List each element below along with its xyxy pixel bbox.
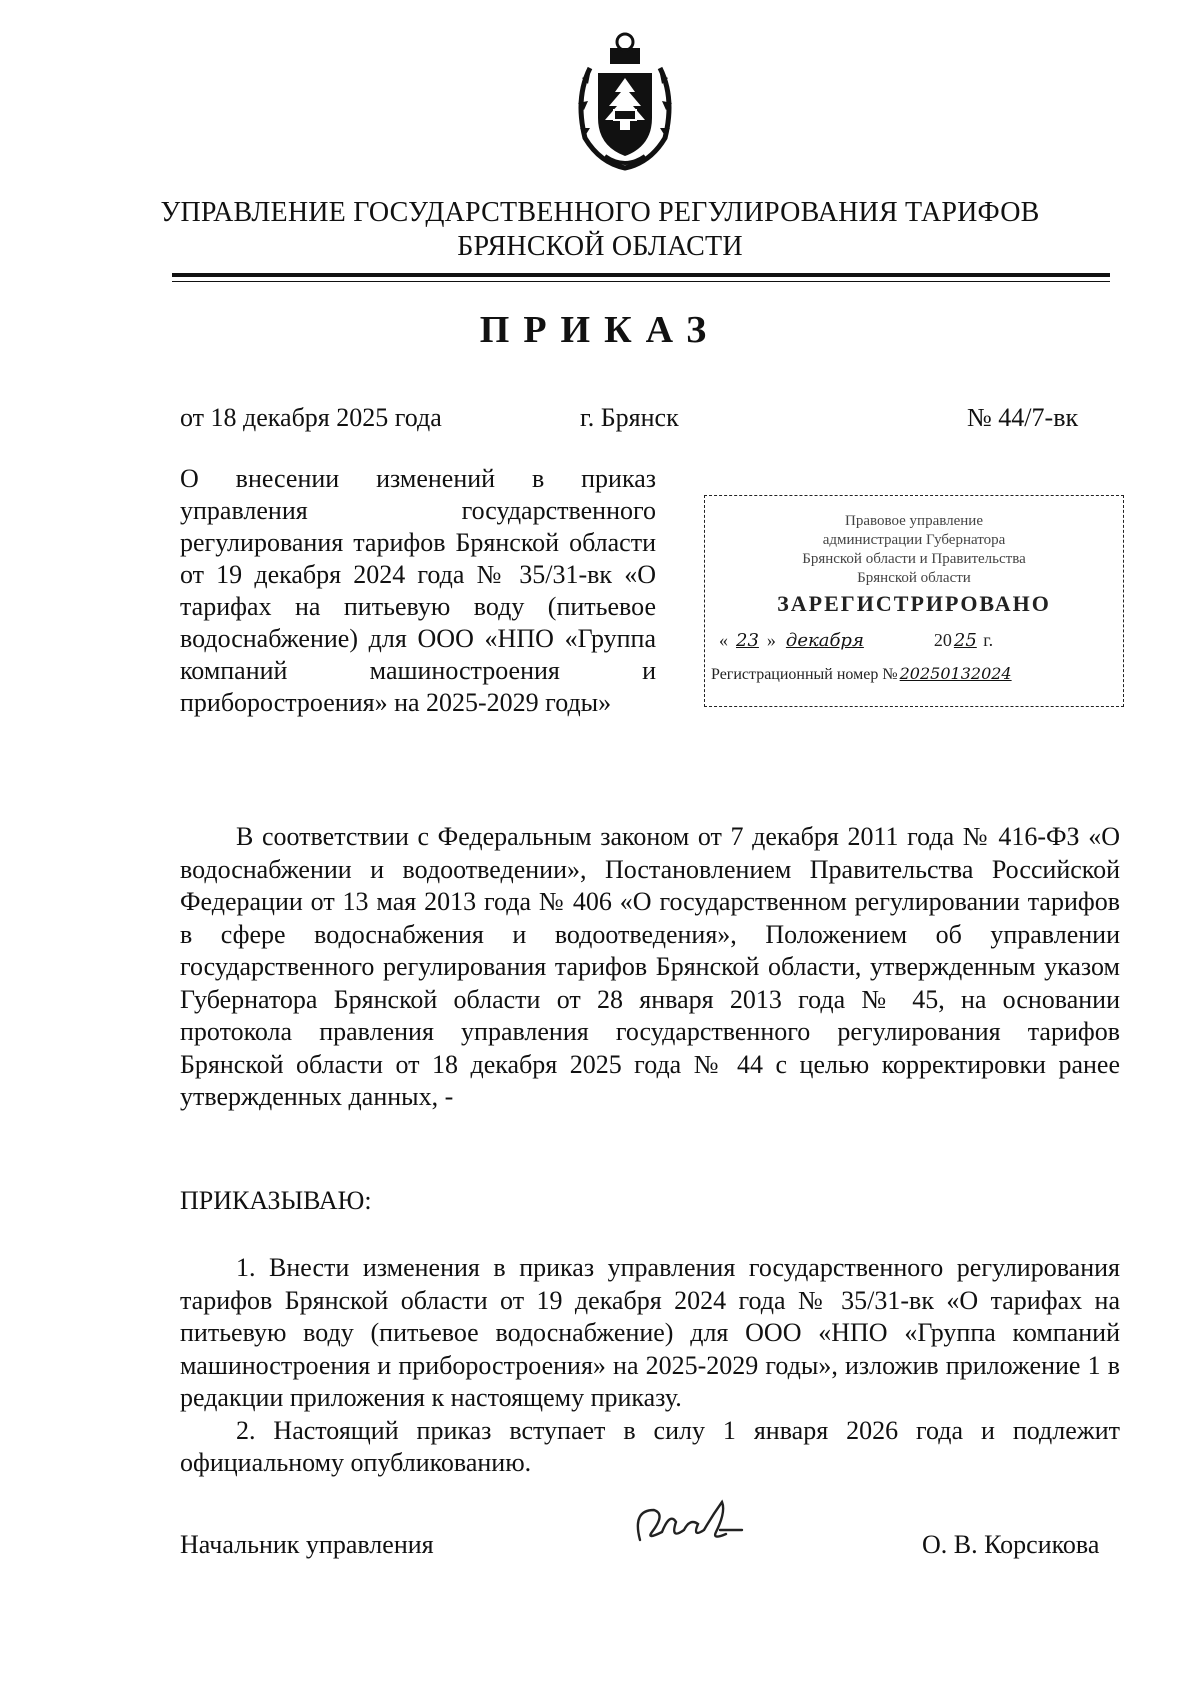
organization-name-line2: БРЯНСКОЙ ОБЛАСТИ: [457, 231, 743, 262]
registration-stamp: [704, 495, 1124, 707]
coat-of-arms-icon: [560, 28, 690, 178]
stamp-line1: Правовое управление: [845, 513, 983, 529]
stamp-regnum-value: 20250132024: [899, 664, 1012, 683]
order-item-1: 1. Внести изменения в приказ управления государственного регулирования тарифов Брянской области от 19 декабря 2024 года № 35/31-вк «О тарифах на питьевую воду (питьевое водоснабжение) для ООО «НПО «Группа компаний машиностроения и приборостроения» на 2025-2029 годы», изложив приложение 1 в редакции приложения к настоящему приказу.: [180, 1253, 1120, 1412]
stamp-date: « 23 » декабря 20 25 г.: [719, 630, 994, 651]
organization-name: [0, 196, 1200, 264]
stamp-regnum-label: Регистрационный номер №: [711, 666, 898, 683]
order-word: ПРИКАЗЫВАЮ:: [180, 1186, 372, 1215]
order-subject-text: О внесении изменений в приказ управления государственного регулирования тарифов Брянской области от 19 декабря 2024 года № 35/31-вк «О тарифах на питьевую воду (питьевое водоснабжение) для ООО «НПО «Группа компаний машиностроения и приборостроения» на 2025-2029 годы»: [180, 464, 656, 717]
stamp-line3: Брянской области и Правительства: [802, 551, 1026, 567]
order-item-2: 2. Настоящий приказ вступает в силу 1 января 2026 года и подлежит официальному опубликованию.: [180, 1415, 1120, 1477]
stamp-date-year-suffix: 25: [953, 630, 977, 651]
order-number: № 44/7-вк: [967, 403, 1079, 432]
stamp-line2: администрации Губернатора: [822, 532, 1006, 548]
order-date: от 18 декабря 2025 года: [180, 403, 442, 432]
organization-name-line1: УПРАВЛЕНИЕ ГОСУДАРСТВЕННОГО РЕГУЛИРОВАНИЯ ТАРИФОВ: [160, 197, 1040, 228]
stamp-regnum: [705, 664, 1123, 684]
stamp-line4: Брянской области: [857, 570, 971, 586]
stamp-date-g: г.: [983, 630, 994, 650]
order-items: [180, 1252, 1120, 1480]
signature-icon: [620, 1490, 760, 1560]
stamp-date-month: декабря: [785, 630, 864, 651]
preamble: [180, 821, 1120, 1114]
preamble-text: В соответствии с Федеральным законом от 7 декабря 2011 года № 416-ФЗ «О водоснабжении и водоотведении», Постановлением Правительства Российской Федерации от 13 мая 2013 года № 406 «О государственном регулировании тарифов в сфере водоснабжения и водоотведения», Положением об управлении государственного регулирования тарифов Брянской области, утвержденным указом Губернатора Брянской области от 28 января 2013 года № 45, на основании протокола правления управления государственного регулирования тарифов Брянской области от 18 декабря 2025 года № 44 с целью корректировки ранее утвержденных данных, -: [180, 822, 1120, 1111]
document-title: ПРИКАЗ: [479, 309, 721, 351]
header-rule-thin: [172, 281, 1110, 282]
signatory-name: О. В. Корсикова: [922, 1530, 1100, 1559]
order-subject: [180, 463, 656, 719]
header-rule-thick: [172, 273, 1110, 277]
order-city: г. Брянск: [580, 403, 679, 432]
signatory-position: Начальник управления: [180, 1530, 434, 1559]
stamp-registered: ЗАРЕГИСТРИРОВАНО: [777, 591, 1051, 616]
stamp-date-day: 23: [736, 630, 759, 651]
stamp-date-year-prefix: 20: [933, 630, 952, 650]
